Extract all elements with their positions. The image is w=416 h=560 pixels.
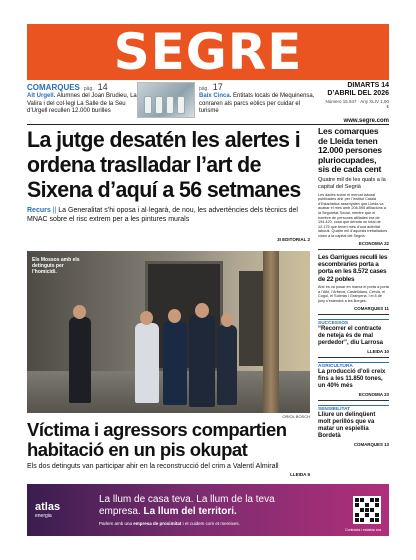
story-label: SENSIBILITAT	[318, 405, 389, 412]
ad-line-1c: La llum del territori.	[143, 506, 237, 517]
second-headline: Víctima i agressors compartien habitació en un pis okupat	[27, 419, 287, 460]
crime-scene-photo	[27, 251, 310, 413]
story-headline: La producció d’oli creix fins a les 11.850 tones, un 40% més	[318, 368, 386, 389]
story-garrigues[interactable]	[318, 254, 389, 315]
teaser-section: COMARQUES	[27, 83, 80, 92]
teaser-text: Entitats locals de Mequinensa, conraren als parcs eòlics per cuidar el turisme	[199, 93, 315, 115]
ad-message	[85, 494, 353, 526]
photo-caption: Els Mossos amb els detinguts per l’homicidi.	[32, 257, 80, 275]
story-section-ref: COMARQUES 13	[353, 441, 389, 447]
website-link[interactable]: www.segre.com	[343, 117, 389, 124]
teaser-baix-cinca[interactable]	[199, 82, 317, 116]
second-reference: LLEIDA 9	[290, 472, 310, 477]
lead-kicker: Recurs	[27, 207, 51, 214]
second-story[interactable]	[27, 419, 310, 477]
second-dek: Els dos detinguts van participar ahir en la reconstrucció del crim a Valentí Almirall	[27, 463, 279, 470]
story-subheadline: Quatre mil de les quals a la capital del Segrià	[318, 176, 386, 190]
story-body: Les dades sobre el mercat laboral publicades ahir per l’Institut Català d’Estadística assenyalen que Lleida va acabar el mes amb 206.595 afiliacions a la Seguretat Social, mentre que el nombre de persones afiliades era de 194.420, cosa que denota un total de 12.175 que tenen més d’una activitat laboral. Quatre mil d’aquests treballadors viuen a la capital del Segrià.	[318, 192, 388, 238]
teaser-kicker: Alt Urgell.	[27, 93, 56, 100]
story-section-ref: COMARQUES 11	[354, 305, 389, 311]
qr-caption: Contracta i estalvia ara	[345, 528, 381, 532]
story-section-ref: ECONOMIA 22	[358, 240, 389, 246]
story-oli[interactable]	[318, 362, 389, 401]
story-headline: Lliure un delinqüent molt perillós que va matar un espiellia Bordetà	[318, 411, 376, 439]
story-label: SUCCESSOS	[318, 319, 389, 326]
story-label: AGRICULTURA	[318, 362, 389, 369]
story-larrosa[interactable]	[318, 319, 389, 358]
ad-brand-sub: energia	[35, 513, 52, 519]
issue-day: DIMARTS 14	[347, 82, 389, 89]
teaser-photo-jars	[137, 82, 195, 118]
photo-credit: ORIOL BOSCH	[282, 414, 310, 419]
ad-brand	[27, 501, 85, 519]
story-delinquent[interactable]	[318, 405, 389, 450]
ad-line-1: La llum de casa teva. La llum de la teva	[99, 494, 275, 505]
date-block	[323, 82, 389, 125]
story-section-ref: LLEIDA 10	[367, 348, 389, 354]
newspaper-logo: SEGRE	[113, 23, 303, 81]
lead-dek-text: La Generalitat s’hi oposa i al·legarà, de nou, les advertències dels tècnics del MNAC sobre el risc extrem per a les pintures murals	[27, 207, 298, 223]
issue-number: Número 15.947 · Any XLIV	[325, 98, 379, 104]
issue-price: 1,90 €	[380, 98, 389, 110]
ad-brand-name: atlas	[35, 501, 61, 513]
lead-story[interactable]	[27, 127, 310, 242]
teaser-strip	[27, 82, 389, 122]
right-column	[318, 127, 389, 454]
story-section-ref: ECONOMIA 23	[358, 391, 389, 397]
ad-line-2a: Parlem amb una	[99, 521, 133, 526]
ad-line-2c: i et cuidem com et mereixes.	[182, 521, 240, 526]
lead-reference: 3I EDITORIAL 2	[277, 237, 310, 242]
page-label: pàg.	[83, 86, 94, 92]
teaser-comarques[interactable]	[27, 82, 137, 116]
lead-dek: Recurs || La Generalitat s’hi oposa i al·legarà, de nou, les advertències dels tècnics del MNAC sobre el risc extrem per a les pintures murals	[27, 207, 298, 223]
ad-line-1b: empresa.	[99, 506, 141, 517]
page-number: 17	[212, 82, 223, 92]
teaser-text: Alumnes del Joan Brudieu, La Valira i del col·legi La Salle de la Seu d’Urgell recullen 12.000 burilles	[27, 93, 137, 115]
masthead	[27, 24, 389, 80]
qr-code-icon[interactable]	[353, 496, 381, 524]
page-label: pàg.	[199, 86, 209, 92]
atlas-energia-ad[interactable]	[27, 484, 389, 536]
teaser-kicker: Baix Cinca.	[199, 93, 232, 100]
story-headline: “Recorrer el contracte de neteja és de mal perdedor”, diu Larrosa	[318, 325, 384, 346]
page-number: 14	[97, 82, 108, 92]
story-headline: Les comarques de Lleida tenen 12.000 persones pluriocupades, sis de cada cent	[318, 126, 382, 175]
divider	[27, 124, 389, 125]
lead-headline: La jutge desatén les alertes i ordena traslladar l’art de Sixena d’aquí a 56 setmanes	[27, 127, 301, 202]
story-pluriocupades[interactable]	[318, 127, 389, 250]
story-headline: Les Garrigues reculli les escombraries porta a porta en les 8.572 cases de 22 pobles	[318, 253, 388, 283]
story-body: Ahir es va posar en marxa el porta a porta a l’Albi, l’Arbeca, Castelldans, Cervià, el Cogul, el Soleràs i Granyena, i el 8 de juny s’estendrà a les Borges.	[318, 285, 389, 303]
issue-date: D’ABRIL DEL 2026	[327, 90, 389, 98]
ad-line-2b: empresa de proximitat	[133, 521, 182, 526]
